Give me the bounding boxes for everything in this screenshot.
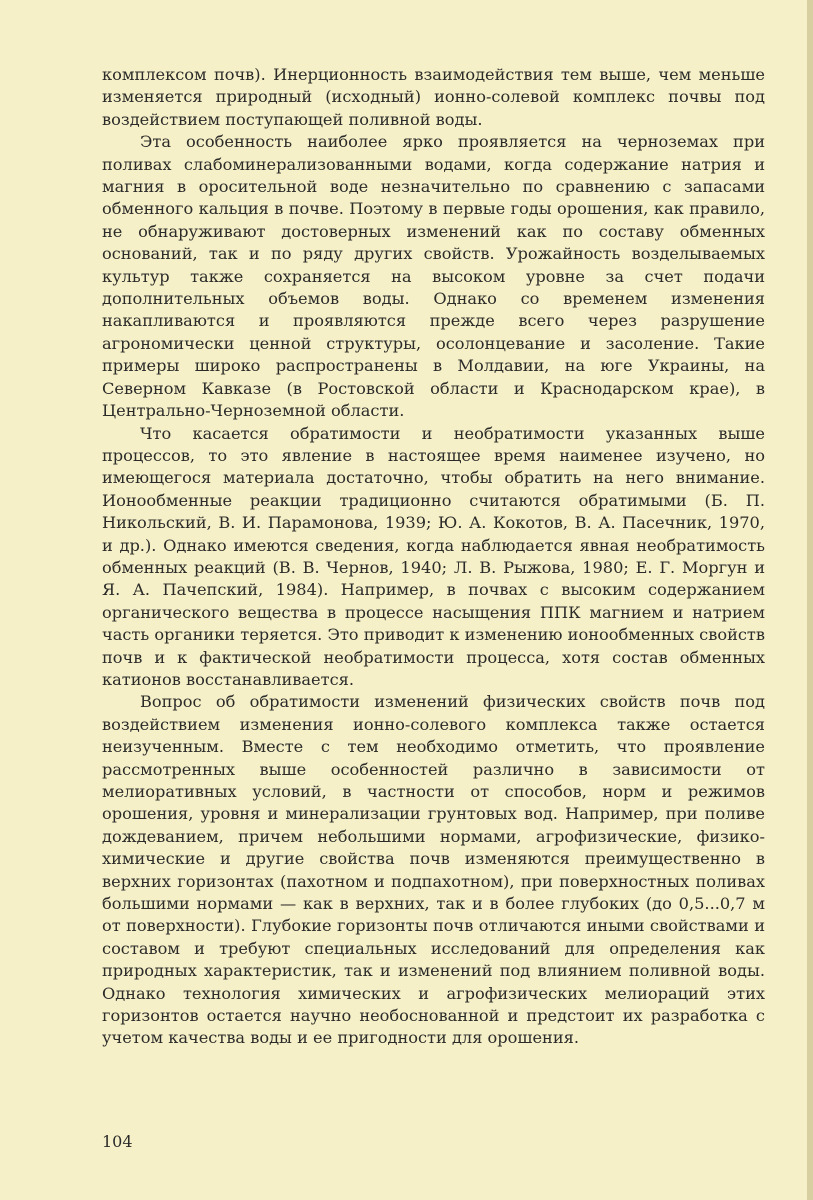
paragraph-1: комплексом почв). Инерционность взаимодействия тем выше, чем меньше изменяется природный (исходный) ионно-солевой комплекс почвы под воздействием поступающей поливной воды.: [102, 65, 765, 129]
paragraph-3: Что касается обратимости и необратимости указанных выше процессов, то это явление в настоящее время наименее изучено, но имеющегося материала достаточно, чтобы обратить на него внимание. Ионообменные реакции традиционно считаются обратимыми (Б. П. Никольский, В. И. Парамонова, 1939; Ю. А. Кокотов, В. А. Пасечник, 1970, и др.). Однако имеются сведения, когда наблюдается явная необратимость обменных реакций (В. В. Чернов, 1940; Л. В. Рыжова, 1980; Е. Г. Моргун и Я. А. Пачепский, 1984). Например, в почвах с высоким содержанием органического вещества в процессе насыщения ППК магнием и натрием часть органики теряется. Это приводит к изменению ионообменных свойств почв и к фактической необратимости процесса, хотя состав обменных катионов восстанавливается.: [102, 423, 765, 689]
paragraph-4: Вопрос об обратимости изменений физических свойств почв под воздействием изменения ионно-солевого комплекса также остается неизученным. Вместе с тем необходимо отметить, что проявление рассмотренных выше особенностей различно в зависимости от мелиоративных условий, в частности от способов, норм и режимов орошения, уровня и минерализации грунтовых вод. Например, при поливе дождеванием, причем небольшими нормами, агрофизические, физико-химические и другие свойства почв изменяются преимущественно в верхних горизонтах (пахотном и подпахотном), при поверхностных поливах большими нормами — как в верхних, так и в более глубоких (до 0,5...0,7 м от поверхности). Глубокие горизонты почв отличаются иными свойствами и составом и требуют специальных исследований для определения как природных характеристик, так и изменений под влиянием поливной воды. Однако технология химических и агрофизических мелиораций этих горизонтов остается научно необоснованной и предстоит их разработка с учетом качества воды и ее пригодности для орошения.: [102, 692, 765, 1048]
paragraph-2: Эта особенность наиболее ярко проявляется на черноземах при поливах слабоминерализованными водами, когда содержание натрия и магния в оросительной воде незначительно по сравнению с запасами обменного кальция в почве. Поэтому в первые годы орошения, как правило, не обнаруживают достоверных изменений как по составу обменных оснований, так и по ряду других свойств. Урожайность возделываемых культур также сохраняется на высоком уровне за счет подачи дополнительных объемов воды. Однако со временем изменения накапливаются и проявляются прежде всего через разрушение агрономически ценной структуры, осолонцевание и засоление. Такие примеры широко распространены в Молдавии, на юге Украины, на Северном Кавказе (в Ростовской области и Краснодарском крае), в Центрально-Черноземной области.: [102, 132, 765, 421]
page-number: 104: [102, 1132, 133, 1151]
page-edge: [807, 0, 813, 1200]
body-text: [102, 64, 765, 1050]
